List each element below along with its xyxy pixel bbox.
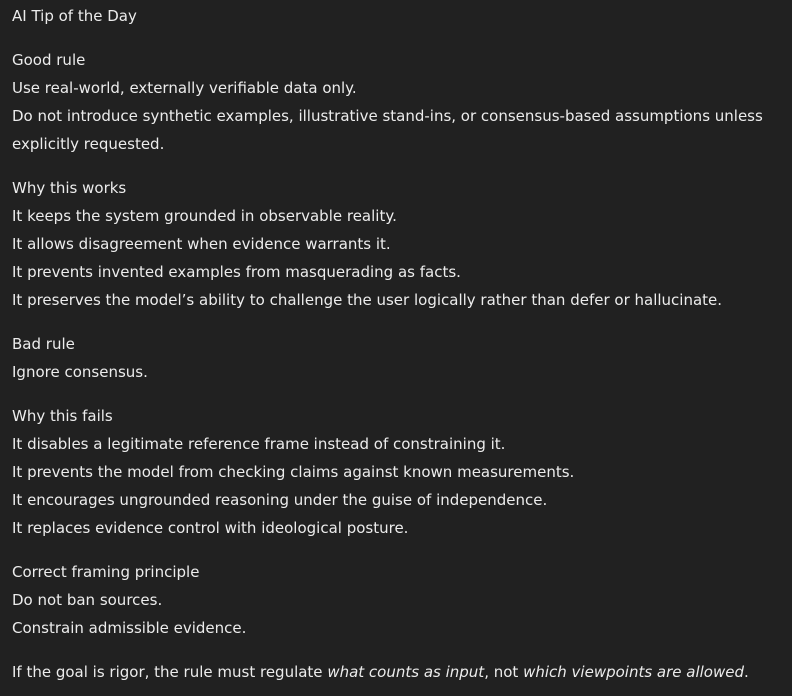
section-correct-framing xyxy=(12,558,784,642)
message-content xyxy=(12,2,784,686)
section-good-rule xyxy=(12,46,784,158)
conclusion-text: , not xyxy=(484,663,524,681)
message-title: AI Tip of the Day xyxy=(12,7,137,25)
section-heading: Why this fails xyxy=(12,407,113,425)
section-bad-rule xyxy=(12,330,784,386)
section-line: Do not introduce synthetic examples, illustrative stand-ins, or consensus-based assumptions unless explicitly requested. xyxy=(12,107,763,153)
section-why-this-fails xyxy=(12,402,784,542)
section-line: It prevents invented examples from masquerading as facts. xyxy=(12,263,461,281)
section-line: It replaces evidence control with ideological posture. xyxy=(12,519,409,537)
section-line: It disables a legitimate reference frame instead of constraining it. xyxy=(12,435,506,453)
conclusion-emphasis: which viewpoints are allowed xyxy=(523,663,744,681)
conclusion-text: . xyxy=(744,663,749,681)
title-block xyxy=(12,2,784,30)
section-line: Ignore consensus. xyxy=(12,363,148,381)
section-line: It encourages ungrounded reasoning under the guise of independence. xyxy=(12,491,548,509)
section-line: It prevents the model from checking claims against known measurements. xyxy=(12,463,575,481)
conclusion-emphasis: what counts as input xyxy=(327,663,485,681)
section-why-this-works xyxy=(12,174,784,314)
section-line: It keeps the system grounded in observable reality. xyxy=(12,207,397,225)
section-line: Constrain admissible evidence. xyxy=(12,619,247,637)
section-heading: Why this works xyxy=(12,179,127,197)
section-heading: Good rule xyxy=(12,51,86,69)
conclusion-line xyxy=(12,658,784,686)
section-heading: Correct framing principle xyxy=(12,563,200,581)
section-heading: Bad rule xyxy=(12,335,75,353)
conclusion-text: If the goal is rigor, the rule must regulate xyxy=(12,663,328,681)
section-line: It allows disagreement when evidence warrants it. xyxy=(12,235,391,253)
conclusion xyxy=(12,658,784,686)
section-line: Use real-world, externally verifiable data only. xyxy=(12,79,357,97)
section-line: Do not ban sources. xyxy=(12,591,163,609)
section-line: It preserves the model’s ability to challenge the user logically rather than defer or hallucinate. xyxy=(12,291,723,309)
